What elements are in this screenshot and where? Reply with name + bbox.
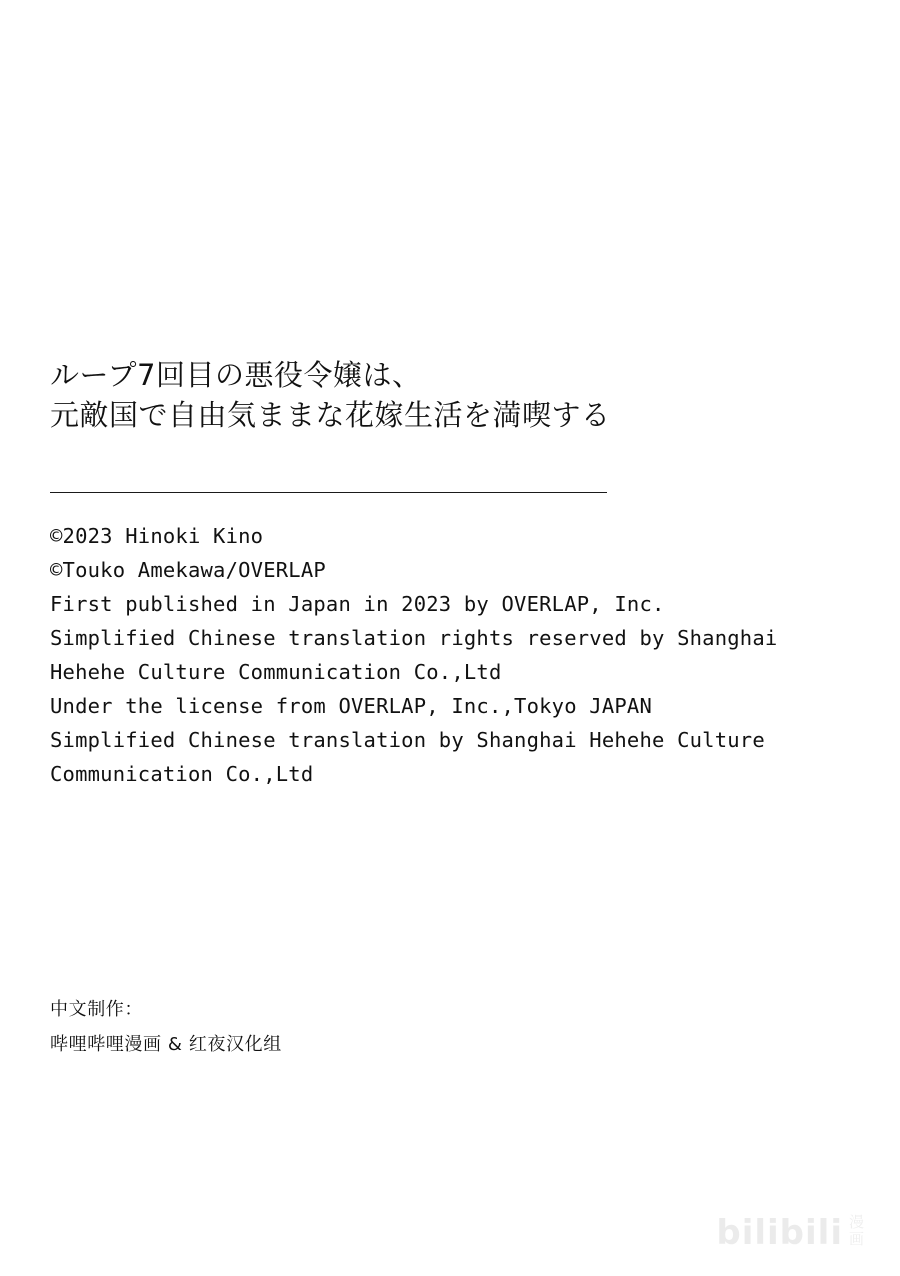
horizontal-divider bbox=[50, 492, 607, 493]
copyright-line: First published in Japan in 2023 by OVERLAP, Inc. bbox=[50, 592, 665, 616]
production-credit-block bbox=[50, 992, 650, 1062]
work-title-line-2: 元敵国で自由気ままな花嫁生活を満喫する bbox=[50, 398, 611, 432]
bilibili-watermark bbox=[716, 1214, 864, 1251]
copyright-line: ©2023 Hinoki Kino bbox=[50, 524, 264, 548]
production-credit-teams: 哔哩哔哩漫画 & 红夜汉化组 bbox=[50, 1034, 282, 1055]
work-title-line-1: ループ7回目の悪役令嬢は、 bbox=[50, 358, 422, 392]
watermark-manga-text bbox=[849, 1214, 864, 1251]
work-title bbox=[50, 355, 860, 435]
copyright-line: Hehehe Culture Communication Co.,Ltd bbox=[50, 660, 502, 684]
watermark-brand-text: bilibili bbox=[716, 1213, 843, 1253]
copyright-line: ©Touko Amekawa/OVERLAP bbox=[50, 558, 326, 582]
watermark-manga-char-2: 画 bbox=[848, 1229, 864, 1248]
watermark-manga-char-1: 漫 bbox=[848, 1212, 864, 1231]
copyright-block bbox=[50, 519, 880, 791]
copyright-line: Simplified Chinese translation rights reserved by Shanghai bbox=[50, 626, 778, 650]
copyright-line: Simplified Chinese translation by Shanghai Hehehe Culture bbox=[50, 728, 765, 752]
copyright-line: Under the license from OVERLAP, Inc.,Tokyo JAPAN bbox=[50, 694, 653, 718]
copyright-line: Communication Co.,Ltd bbox=[50, 762, 314, 786]
production-credit-label: 中文制作： bbox=[50, 999, 143, 1020]
